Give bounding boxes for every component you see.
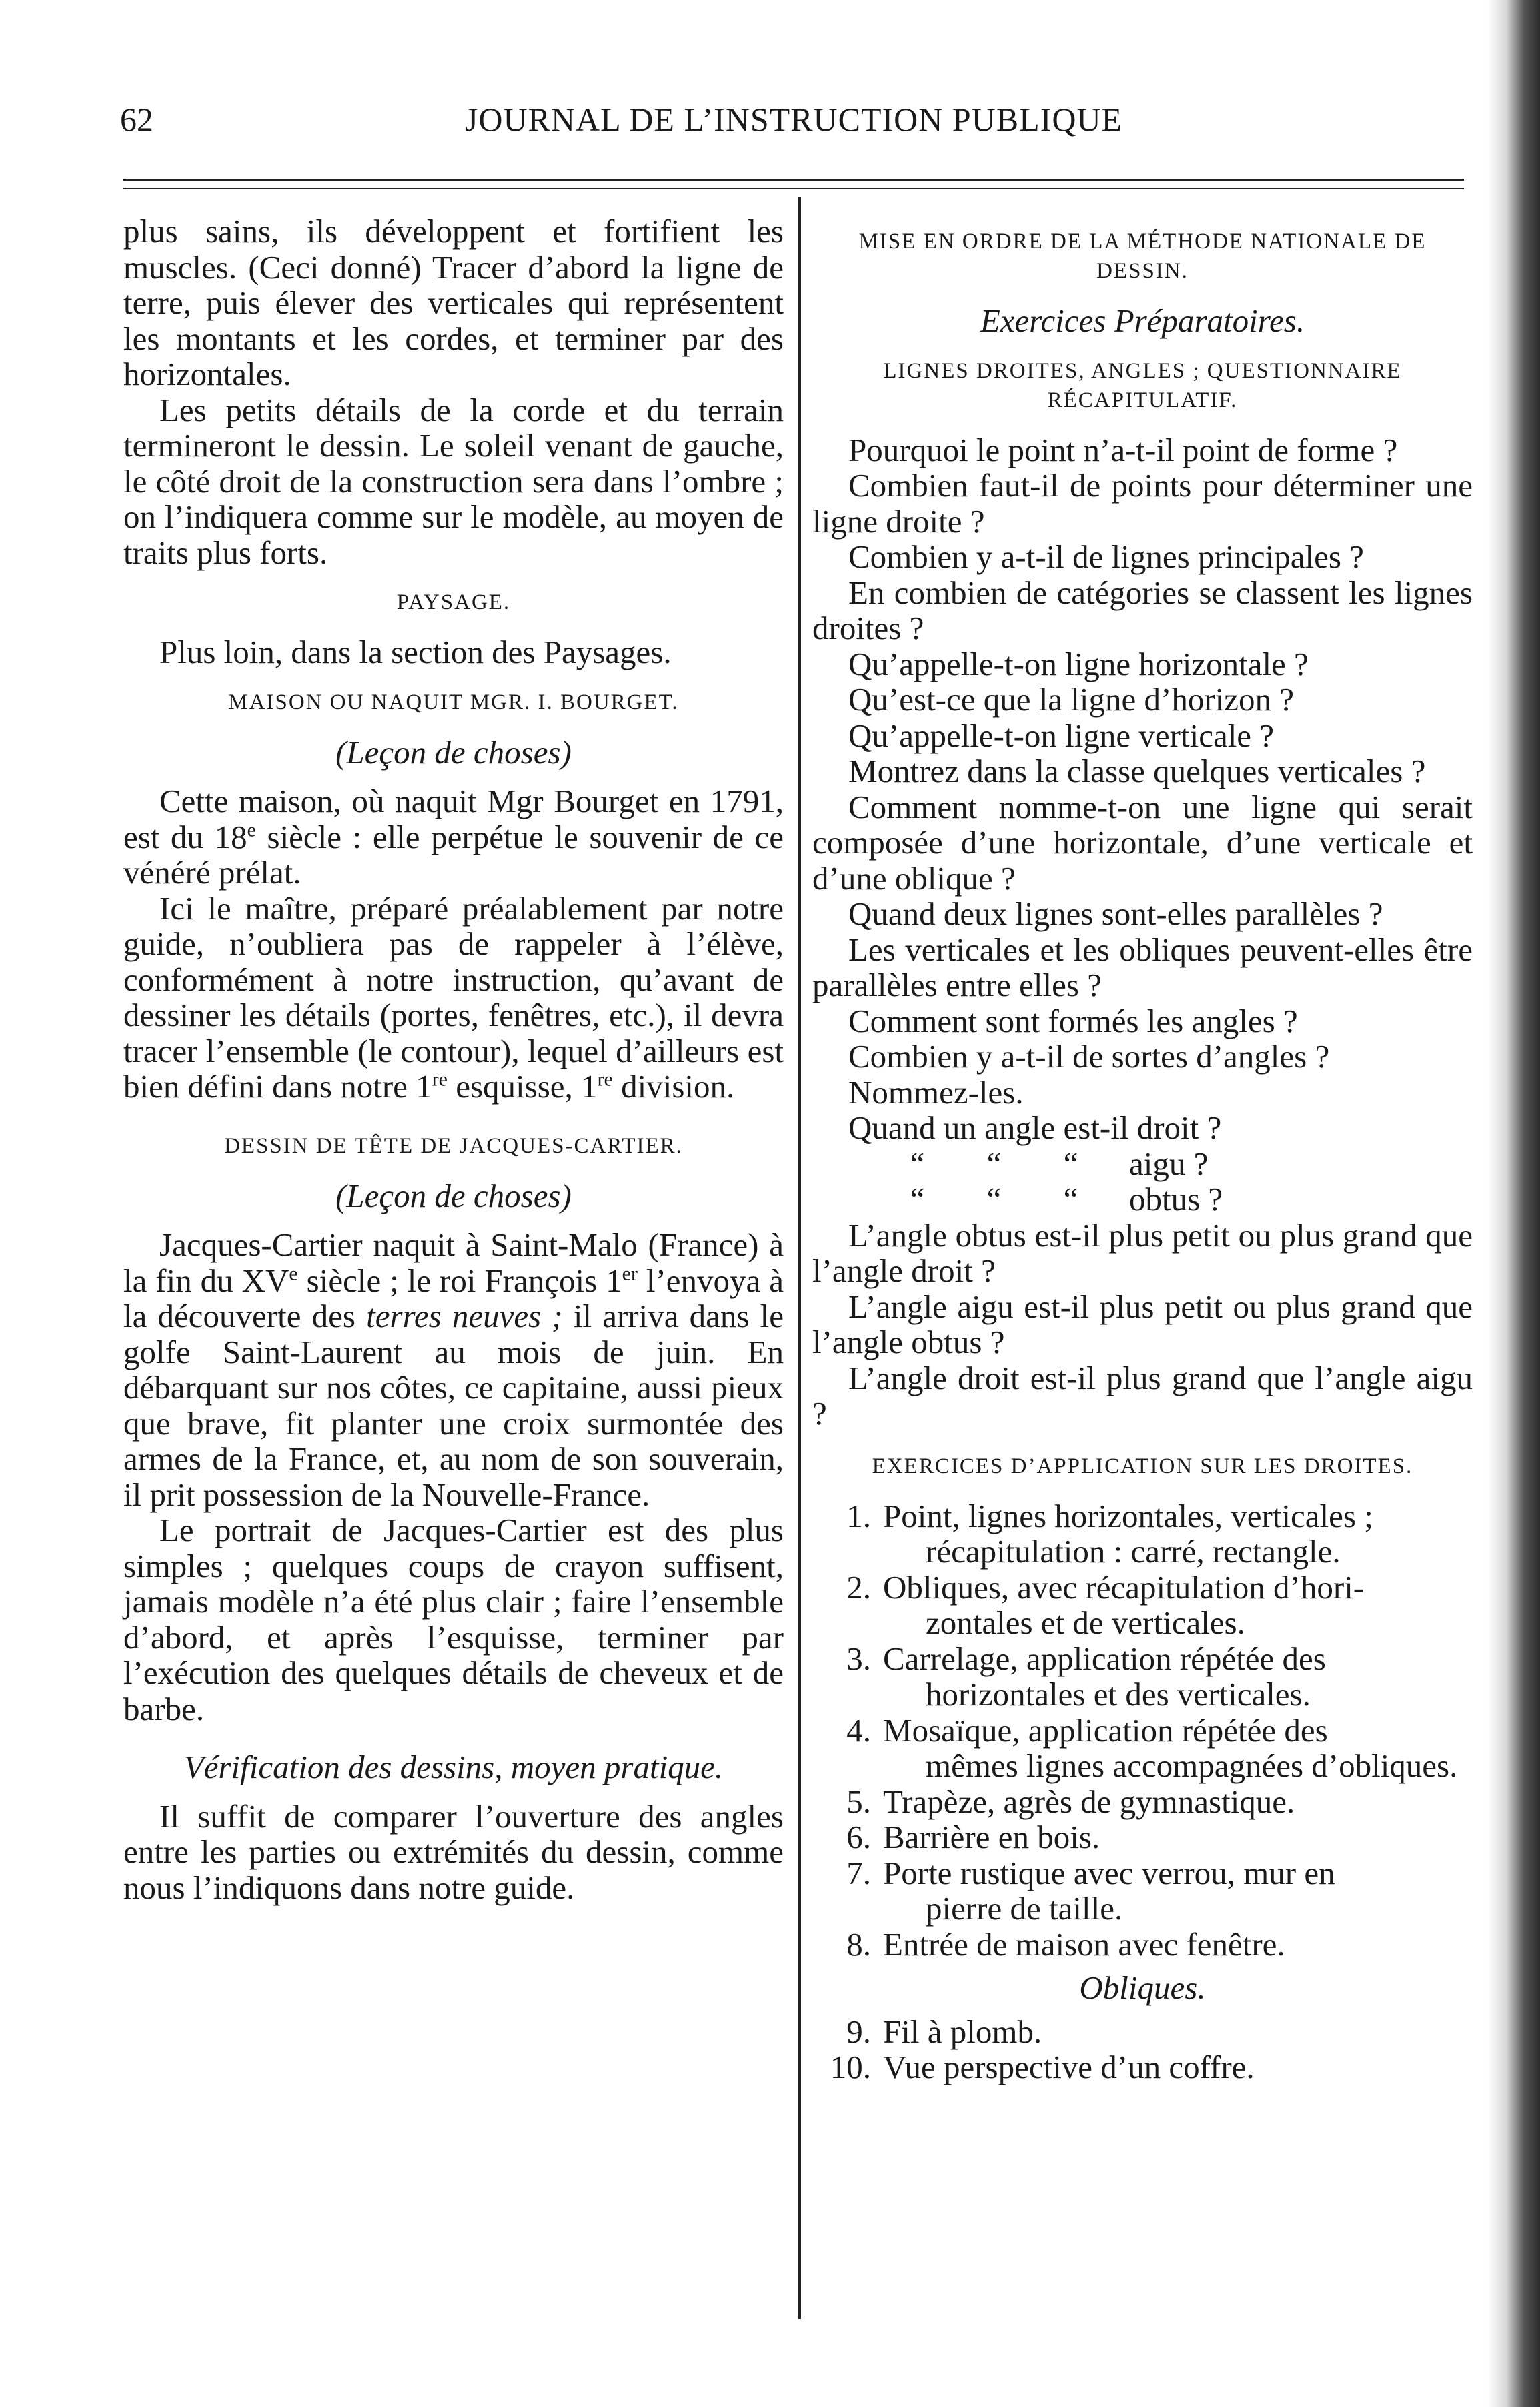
running-title: JOURNAL DE L’INSTRUCTION PUBLIQUE — [464, 101, 1123, 138]
paragraph: Il suffit de comparer l’ouverture des angles entre les parties ou extrémités du dessin, comme nous l’indiquons dans notre guide. — [123, 1797, 784, 1906]
question: Montrez dans la classe quelques verticales ? — [848, 753, 1426, 789]
ditto-mark: “ — [986, 1145, 1002, 1182]
exercise-list-obliques — [812, 2014, 1473, 2085]
question: Quand deux lignes sont-elles parallèles ? — [848, 895, 1383, 932]
subheading-lecon: (Leçon de choses) — [335, 1177, 572, 1214]
question: Nommez-les. — [848, 1073, 1024, 1111]
header-rule-secondary — [123, 188, 1464, 189]
page-number: 62 — [120, 101, 153, 138]
question: Qu’est-ce que la ligne d’horizon ? — [848, 681, 1295, 718]
question: Comment sont formés les angles ? — [848, 1002, 1298, 1039]
ditto-mark: “ — [1063, 1181, 1078, 1218]
section-heading-cartier: DESSIN DE TÊTE DE JACQUES-CARTIER. — [224, 1133, 683, 1158]
question: Pourquoi le point n’a-t-il point de forme ? — [848, 431, 1398, 468]
question: Combien faut-il de points pour déterminer une ligne droite ? — [812, 467, 1473, 540]
paragraph: Ici le maître, préparé préalablement par notre guide, n’oubliera pas de rappeler à l’élève, conformément à notre instruction, qu’avant de dessiner les détails (portes, fenêtres, etc.), il devra tracer l’ensemble (le contour), lequel d’ailleurs est bien défini dans notre 1re esquisse, 1re division. — [123, 889, 784, 1105]
question: Qu’appelle-t-on ligne verticale ? — [848, 716, 1275, 754]
section-heading-paysage: PAYSAGE. — [396, 590, 511, 614]
paragraph: Le portrait de Jacques-Cartier est des plus simples ; quelques coups de crayon suffisent, jamais modèle n’a été plus clair ; faire l’ensemble d’abord, et après l’esquisse, terminer par l’exécution des quelques détails de cheveux et de barbe. — [123, 1512, 784, 1727]
list-item: 3. Carrelage, application répétée des horizontales et des verticales. — [846, 1640, 1326, 1713]
ditto-mark: “ — [910, 1181, 925, 1218]
subheading-verification: Vérification des dessins, moyen pratique. — [183, 1749, 724, 1785]
question: L’angle obtus est-il plus petit ou plus grand que l’angle droit ? — [812, 1216, 1473, 1289]
list-item: 10. Vue perspective d’un coffre. — [830, 2049, 1255, 2085]
section-heading-mise-en-ordre: MISE EN ORDRE DE LA MÉTHODE NATIONALE DE DESSIN. — [858, 229, 1427, 283]
list-item: 2. Obliques, avec récapitulation d’hori- zontales et de verticales. — [846, 1568, 1365, 1641]
subheading-obliques: Obliques. — [1079, 1969, 1206, 2006]
section-heading-exercices-application: EXERCICES D’APPLICATION SUR LES DROITES. — [872, 1454, 1413, 1478]
ditto-mark: “ — [910, 1145, 925, 1182]
list-item: 1. Point, lignes horizontales, verticales ; récapitulation : carré, rectangle. — [846, 1497, 1373, 1570]
paragraph: Les petits détails de la corde et du terrain termineront le dessin. Le soleil venant de gauche, le côté droit de la construction sera dans l’ombre ; on l’indiquera comme sur le modèle, au moyen de traits plus forts. — [123, 391, 784, 571]
paragraph: Cette maison, où naquit Mgr Bourget en 1791, est du 18e siècle : elle perpétue le souvenir de ce vénéré prélat. — [123, 783, 784, 891]
section-heading-lignes: LIGNES DROITES, ANGLES ; QUESTIONNAIRE RÉCAPITULATIF. — [883, 358, 1402, 412]
header-rule — [123, 179, 1464, 181]
question: Combien y a-t-il de lignes principales ? — [848, 538, 1364, 575]
list-item: 7. Porte rustique avec verrou, mur en pierre de taille. — [846, 1854, 1335, 1927]
question: L’angle aigu est-il plus petit ou plus grand que l’angle obtus ? — [812, 1288, 1473, 1360]
list-item: 9. Fil à plomb. — [846, 2013, 1042, 2050]
ditto-mark: “ — [1063, 1145, 1078, 1182]
page-edge — [1487, 0, 1540, 2407]
column-divider — [798, 197, 801, 2319]
paragraph: plus sains, ils développent et fortifient les muscles. (Ceci donné) Tracer d’abord la ligne de terre, puis élever des verticales qui représentent les montants et les cordes, et terminer par des horizontales. — [123, 213, 784, 392]
right-column — [812, 213, 1473, 2085]
subheading-lecon: (Leçon de choses) — [335, 733, 572, 771]
exercise-list — [812, 1498, 1473, 1963]
ditto-mark: “ — [986, 1181, 1002, 1218]
left-column — [123, 213, 784, 1905]
section-heading-maison: MAISON OU NAQUIT MGR. I. BOURGET. — [228, 690, 679, 714]
question: Quand un angle est-il droit ? — [848, 1109, 1222, 1146]
ditto-line-obtus — [812, 1181, 1473, 1218]
question: L’angle droit est-il plus grand que l’angle aigu ? — [812, 1359, 1473, 1432]
ditto-word: aigu ? — [1129, 1145, 1209, 1182]
list-item: 8. Entrée de maison avec fenêtre. — [846, 1925, 1285, 1963]
list-item: 5. Trapèze, agrès de gymnastique. — [846, 1783, 1295, 1820]
ditto-line-aigu — [812, 1146, 1473, 1182]
question: Les verticales et les obliques peuvent-elles être parallèles entre elles ? — [812, 931, 1473, 1003]
question: Comment nomme-t-on une ligne qui serait composée d’une horizontale, d’une verticale et d’une oblique ? — [812, 788, 1473, 897]
list-item: 6. Barrière en bois. — [846, 1819, 1100, 1855]
page-header — [120, 100, 1467, 153]
question: Combien y a-t-il de sortes d’angles ? — [848, 1038, 1330, 1075]
subheading-exercices: Exercices Préparatoires. — [980, 302, 1305, 339]
question: En combien de catégories se classent les lignes droites ? — [812, 574, 1473, 646]
paragraph: Jacques-Cartier naquit à Saint-Malo (France) à la fin du XVe siècle ; le roi François 1er l’envoya à la découverte des terres neuves ; il arriva dans le golfe Saint-Laurent au mois de juin. En débarquant sur nos côtes, ce capitaine, aussi pieux que brave, fit planter une croix surmontée des armes de la France, et, au nom de son souverain, il prit possession de la Nouvelle-France. — [123, 1226, 784, 1513]
question: Qu’appelle-t-on ligne horizontale ? — [848, 645, 1309, 682]
list-item: 4. Mosaïque, application répétée des mêmes lignes accompagnées d’obliques. — [846, 1711, 1458, 1784]
paragraph: Plus loin, dans la section des Paysages. — [159, 634, 672, 670]
ditto-word: obtus ? — [1129, 1181, 1223, 1218]
